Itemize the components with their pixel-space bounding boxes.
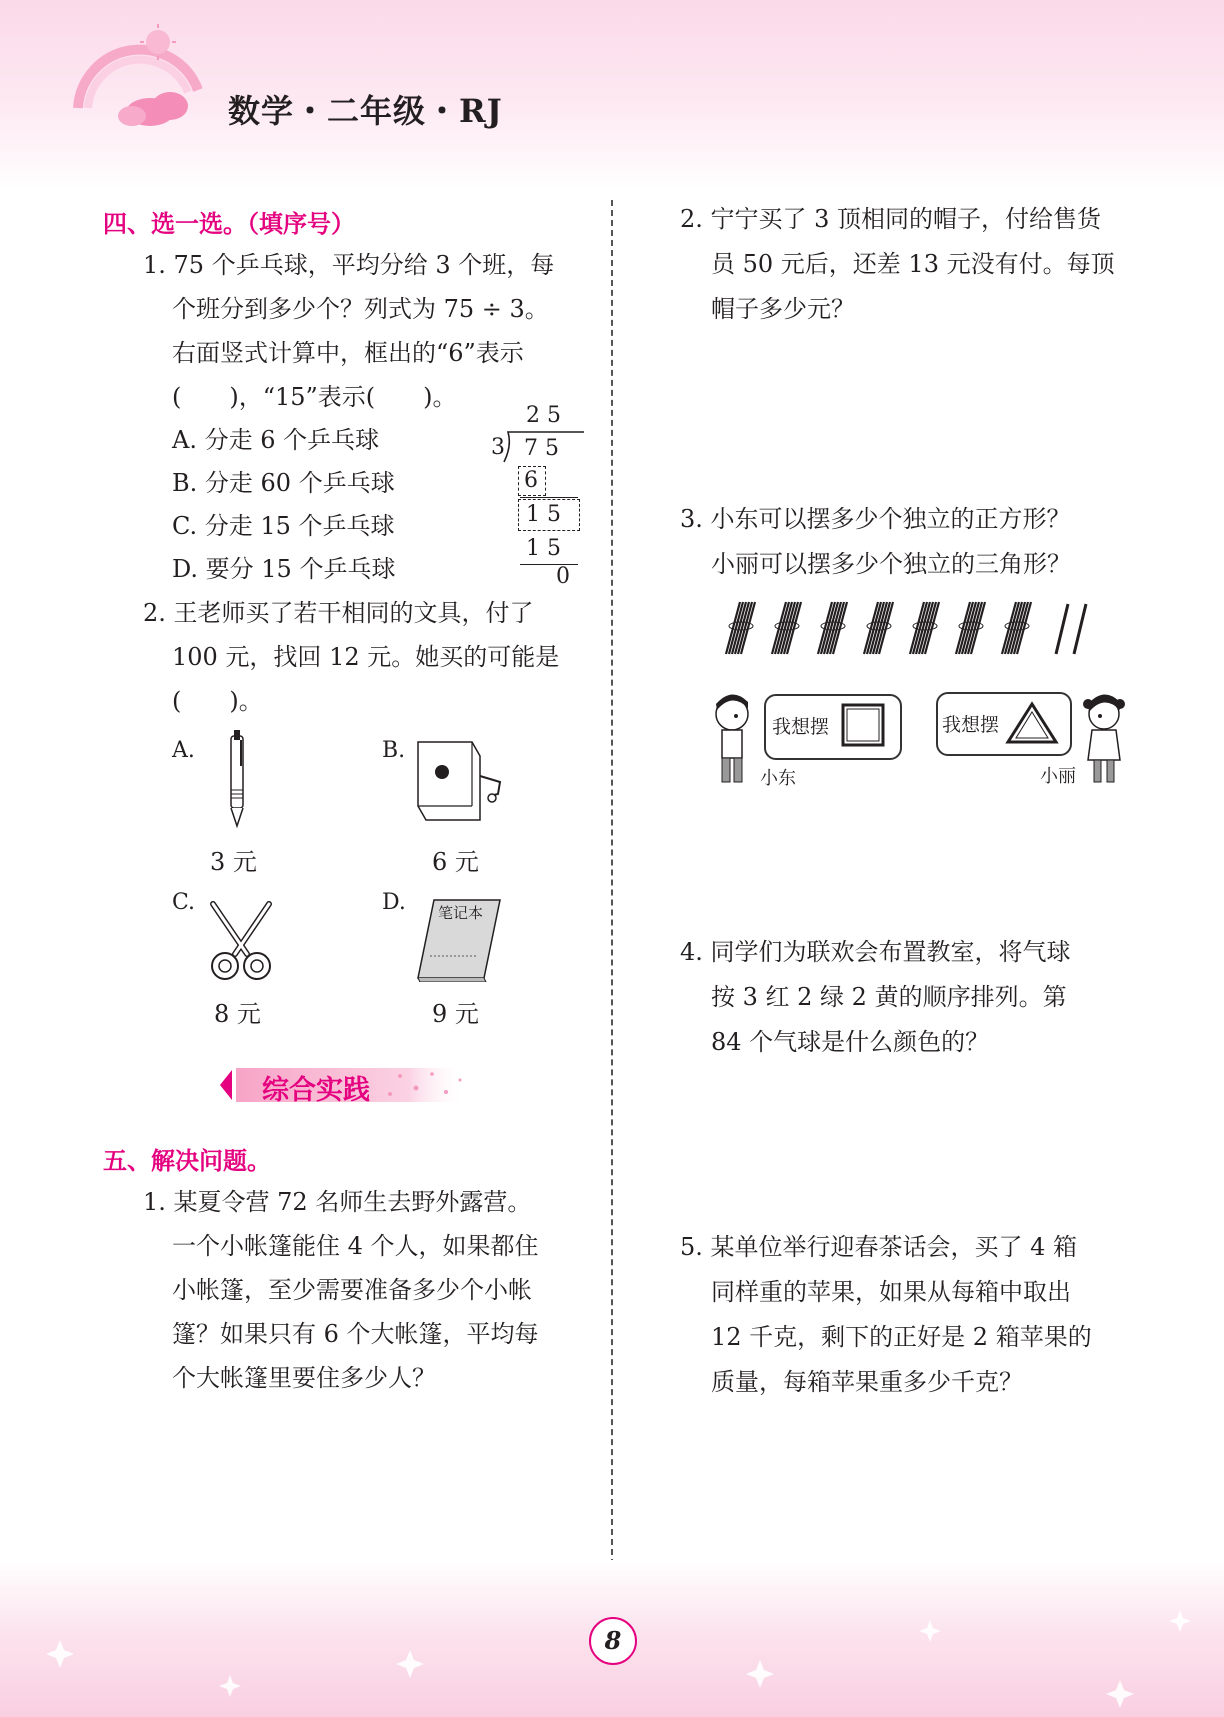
item-b-letter: B. <box>382 738 406 763</box>
name-xiaodong: 小东 <box>760 768 796 789</box>
girl-icon <box>1080 690 1130 790</box>
notebook-cover-label: 笔记本 <box>438 904 484 922</box>
name-xiaoli: 小丽 <box>1040 766 1076 787</box>
item-a-price: 3 元 <box>210 848 257 876</box>
banner-title: 综合实践 <box>262 1075 370 1106</box>
stick-bundle <box>864 602 893 654</box>
q4-line1: 4. 同学们为联欢会布置教室，将气球 <box>680 938 1071 966</box>
column-divider <box>611 200 613 1565</box>
bubble-left-text: 我想摆 <box>772 716 830 738</box>
item-d-letter: D. <box>382 890 406 915</box>
sticks-drawing <box>722 598 1110 660</box>
q4-2-line3: ( )。 <box>172 687 263 715</box>
q4-1-line3: 右面竖式计算中，框出的“6”表示 <box>172 339 524 367</box>
q5-line4: 质量，每箱苹果重多少千克？ <box>711 1368 1023 1396</box>
pencil-sharpener-icon <box>412 732 508 824</box>
q5-1-line5: 个大帐篷里要住多少人？ <box>172 1364 436 1392</box>
q5-line2: 同样重的苹果，如果从每箱中取出 <box>711 1278 1071 1306</box>
stick-bundle <box>1002 602 1031 654</box>
bubble-right-text: 我想摆 <box>942 714 1000 736</box>
q4-1-line2: 个班分到多少个？列式为 75 ÷ 3。 <box>172 295 549 323</box>
long-division <box>480 400 590 590</box>
stick-bundles <box>722 598 1110 660</box>
q4-line3: 84 个气球是什么颜色的？ <box>711 1028 990 1056</box>
option-d: D. 要分 15 个乒乓球 <box>172 555 396 583</box>
notebook-icon <box>416 896 502 982</box>
quotient: 2 5 <box>526 403 561 428</box>
q5-1-line3: 小帐篷，至少需要准备多少个小帐 <box>172 1276 532 1304</box>
scissors-icon <box>205 898 277 986</box>
q4-1-line1: 1. 75 个乒乓球，平均分给 3 个班，每 <box>143 251 555 279</box>
stick-bundle <box>726 602 755 654</box>
item-c-letter: C. <box>172 890 196 915</box>
q5-line1: 5. 某单位举行迎春茶话会，买了 4 箱 <box>680 1233 1078 1261</box>
stick-bundle <box>818 602 847 654</box>
section5-title: 五、解决问题。 <box>103 1147 271 1175</box>
section4-title: 四、选一选。（填序号） <box>103 210 355 238</box>
stick-bundle <box>910 602 939 654</box>
q4-1-line4: ( )，“15”表示( )。 <box>172 383 457 411</box>
q2-line3: 帽子多少元？ <box>711 295 855 323</box>
triangle-icon <box>1004 700 1060 746</box>
q4-2-line2: 100 元，找回 12 元。她买的可能是 <box>172 643 560 671</box>
page-title: 数学・二年级・RJ <box>228 92 503 130</box>
step-15b: 1 5 <box>526 536 561 561</box>
loose-stick <box>1074 604 1086 654</box>
option-b: B. 分走 60 个乒乓球 <box>172 469 395 497</box>
q3-line1: 3. 小东可以摆多少个独立的正方形？ <box>680 505 1071 533</box>
page-number: 8 <box>589 1617 637 1665</box>
q3-line2: 小丽可以摆多少个独立的三角形？ <box>711 550 1071 578</box>
step-6: 6 <box>524 468 538 493</box>
q5-1-line2: 一个小帐篷能住 4 个人，如果都住 <box>172 1232 539 1260</box>
q4-2-line1: 2. 王老师买了若干相同的文具，付了 <box>143 599 534 627</box>
stick-bundle <box>956 602 985 654</box>
remainder: 0 <box>556 564 570 589</box>
boy-icon <box>712 692 762 790</box>
pen-icon <box>222 730 252 830</box>
q2-line1: 2. 宁宁买了 3 顶相同的帽子，付给售货 <box>680 205 1102 233</box>
dividend: 7 5 <box>524 436 559 461</box>
q5-1-line4: 篷？如果只有 6 个大帐篷，平均每 <box>172 1320 539 1348</box>
divisor: 3 <box>491 435 505 460</box>
loose-stick <box>1056 604 1068 654</box>
rainbow-sun-icon <box>70 20 210 130</box>
q2-line2: 员 50 元后，还差 13 元没有付。每顶 <box>711 250 1115 278</box>
step-15: 1 5 <box>526 502 561 527</box>
division-line <box>520 497 578 498</box>
q4-line2: 按 3 红 2 绿 2 黄的顺序排列。第 <box>711 983 1067 1011</box>
q5-1-line1: 1. 某夏令营 72 名师生去野外露营。 <box>143 1188 532 1216</box>
stick-bundle <box>772 602 801 654</box>
item-b-price: 6 元 <box>432 848 479 876</box>
option-c: C. 分走 15 个乒乓球 <box>172 512 395 540</box>
square-icon <box>838 700 888 750</box>
option-a: A. 分走 6 个乒乓球 <box>172 426 380 454</box>
item-a-letter: A. <box>172 738 195 763</box>
item-d-price: 9 元 <box>432 1000 479 1028</box>
item-c-price: 8 元 <box>214 1000 261 1028</box>
q5-line3: 12 千克，剩下的正好是 2 箱苹果的 <box>711 1323 1092 1351</box>
